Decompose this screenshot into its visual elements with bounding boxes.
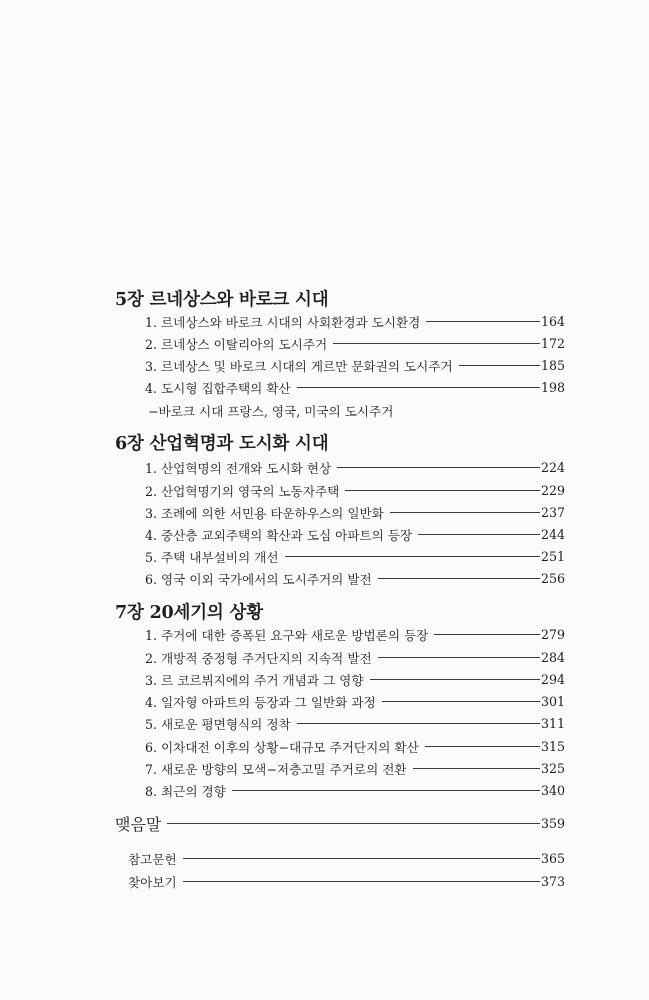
toc-entry[interactable] bbox=[145, 646, 565, 668]
entry-label: 4. 도시형 집합주택의 확산 bbox=[145, 380, 291, 396]
toc-entry-references[interactable] bbox=[128, 847, 565, 869]
page-number: 237 bbox=[540, 504, 565, 520]
page-number: 359 bbox=[540, 815, 565, 831]
entry-label: 1. 르네상스와 바로크 시대의 사회환경과 도시환경 bbox=[145, 314, 421, 330]
entry-label: 3. 조례에 의한 서민용 타운하우스의 일반화 bbox=[145, 505, 384, 521]
chapter-7-title: 7장 20세기의 상황 bbox=[115, 603, 263, 623]
toc-entry[interactable] bbox=[145, 757, 565, 779]
entry-label: 참고문헌 bbox=[128, 851, 177, 867]
page-number: 279 bbox=[540, 626, 565, 642]
toc-entry[interactable] bbox=[145, 668, 565, 690]
entry-subtitle: −바로크 시대 프랑스, 영국, 미국의 도시주거 bbox=[148, 403, 394, 419]
chapter-6-title: 6장 산업혁명과 도시화 시대 bbox=[115, 434, 329, 454]
dot-leader bbox=[232, 790, 540, 791]
toc-entry-closing[interactable] bbox=[115, 812, 565, 834]
dot-leader bbox=[167, 823, 540, 824]
page-number: 251 bbox=[540, 548, 565, 564]
dot-leader bbox=[413, 768, 540, 769]
page-number: 301 bbox=[540, 693, 565, 709]
toc-entry[interactable] bbox=[145, 567, 565, 589]
toc-entry[interactable] bbox=[145, 523, 565, 545]
dot-leader bbox=[390, 512, 540, 513]
dot-leader bbox=[370, 679, 540, 680]
dot-leader bbox=[418, 534, 540, 535]
chapter-5-title: 5장 르네상스와 바로크 시대 bbox=[115, 290, 329, 310]
entry-label: 8. 최근의 경향 bbox=[145, 783, 226, 799]
dot-leader bbox=[297, 387, 540, 388]
page-number: 185 bbox=[540, 357, 565, 373]
toc-entry[interactable] bbox=[145, 354, 565, 376]
toc-entry-subtitle bbox=[148, 399, 568, 421]
toc-entry[interactable] bbox=[145, 779, 565, 801]
toc-entry[interactable] bbox=[145, 735, 565, 757]
dot-leader bbox=[345, 490, 540, 491]
entry-label: 7. 새로운 방향의 모색−저층고밀 주거로의 전환 bbox=[145, 761, 407, 777]
toc-entry[interactable] bbox=[145, 623, 565, 645]
entry-label: 3. 르 코르뷔지에의 주거 개념과 그 영향 bbox=[145, 672, 364, 688]
entry-label: 4. 일자형 아파트의 등장과 그 일반화 과정 bbox=[145, 694, 376, 710]
page-number: 325 bbox=[540, 760, 565, 776]
page-number: 172 bbox=[540, 335, 565, 351]
entry-label: 2. 르네상스 이탈리아의 도시주거 bbox=[145, 336, 328, 352]
dot-leader bbox=[425, 746, 540, 747]
toc-entry[interactable] bbox=[145, 332, 565, 354]
dot-leader bbox=[378, 578, 540, 579]
page-number: 311 bbox=[540, 715, 565, 731]
page-number: 365 bbox=[540, 850, 565, 866]
entry-label: 6. 영국 이외 국가에서의 도시주거의 발전 bbox=[145, 571, 372, 587]
entry-label: 1. 주거에 대한 증폭된 요구와 새로운 방법론의 등장 bbox=[145, 627, 429, 643]
entry-label: 5. 새로운 평면형식의 정착 bbox=[145, 716, 291, 732]
page-number: 198 bbox=[540, 379, 565, 395]
page-number: 315 bbox=[540, 738, 565, 754]
dot-leader bbox=[183, 858, 540, 859]
page-number: 284 bbox=[540, 649, 565, 665]
dot-leader bbox=[434, 634, 540, 635]
toc-entry[interactable] bbox=[145, 501, 565, 523]
page-number: 373 bbox=[540, 873, 565, 889]
dot-leader bbox=[333, 343, 540, 344]
entry-label: 맺음말 bbox=[115, 814, 162, 834]
dot-leader bbox=[378, 657, 540, 658]
page-number: 294 bbox=[540, 671, 565, 687]
dot-leader bbox=[382, 701, 540, 702]
page-number: 244 bbox=[540, 526, 565, 542]
entry-label: 1. 산업혁명의 전개와 도시화 현상 bbox=[145, 460, 332, 476]
dot-leader bbox=[426, 321, 540, 322]
page-number: 229 bbox=[540, 482, 565, 498]
toc-entry[interactable] bbox=[145, 712, 565, 734]
entry-label: 2. 산업혁명기의 영국의 노동자주택 bbox=[145, 483, 340, 499]
toc-entry-index[interactable] bbox=[128, 870, 565, 892]
page-number: 164 bbox=[540, 313, 565, 329]
entry-label: 찾아보기 bbox=[128, 874, 177, 890]
entry-label: 6. 이차대전 이후의 상황−대규모 주거단지의 확산 bbox=[145, 739, 419, 755]
entry-label: 5. 주택 내부설비의 개선 bbox=[145, 549, 279, 565]
dot-leader bbox=[459, 365, 540, 366]
dot-leader bbox=[183, 881, 540, 882]
entry-label: 2. 개방적 중정형 주거단지의 지속적 발전 bbox=[145, 650, 372, 666]
toc-entry[interactable] bbox=[145, 690, 565, 712]
dot-leader bbox=[285, 556, 540, 557]
entry-label: 3. 르네상스 및 바로크 시대의 게르만 문화권의 도시주거 bbox=[145, 358, 453, 374]
page-number: 256 bbox=[540, 570, 565, 586]
toc-entry[interactable] bbox=[145, 310, 565, 332]
toc-entry[interactable] bbox=[145, 479, 565, 501]
toc-entry[interactable] bbox=[145, 545, 565, 567]
page-number: 224 bbox=[540, 459, 565, 475]
dot-leader bbox=[337, 467, 540, 468]
toc-entry[interactable] bbox=[145, 376, 565, 398]
entry-label: 4. 중산층 교외주택의 확산과 도심 아파트의 등장 bbox=[145, 527, 413, 543]
toc-entry[interactable] bbox=[145, 456, 565, 478]
dot-leader bbox=[297, 723, 540, 724]
page-number: 340 bbox=[540, 782, 565, 798]
